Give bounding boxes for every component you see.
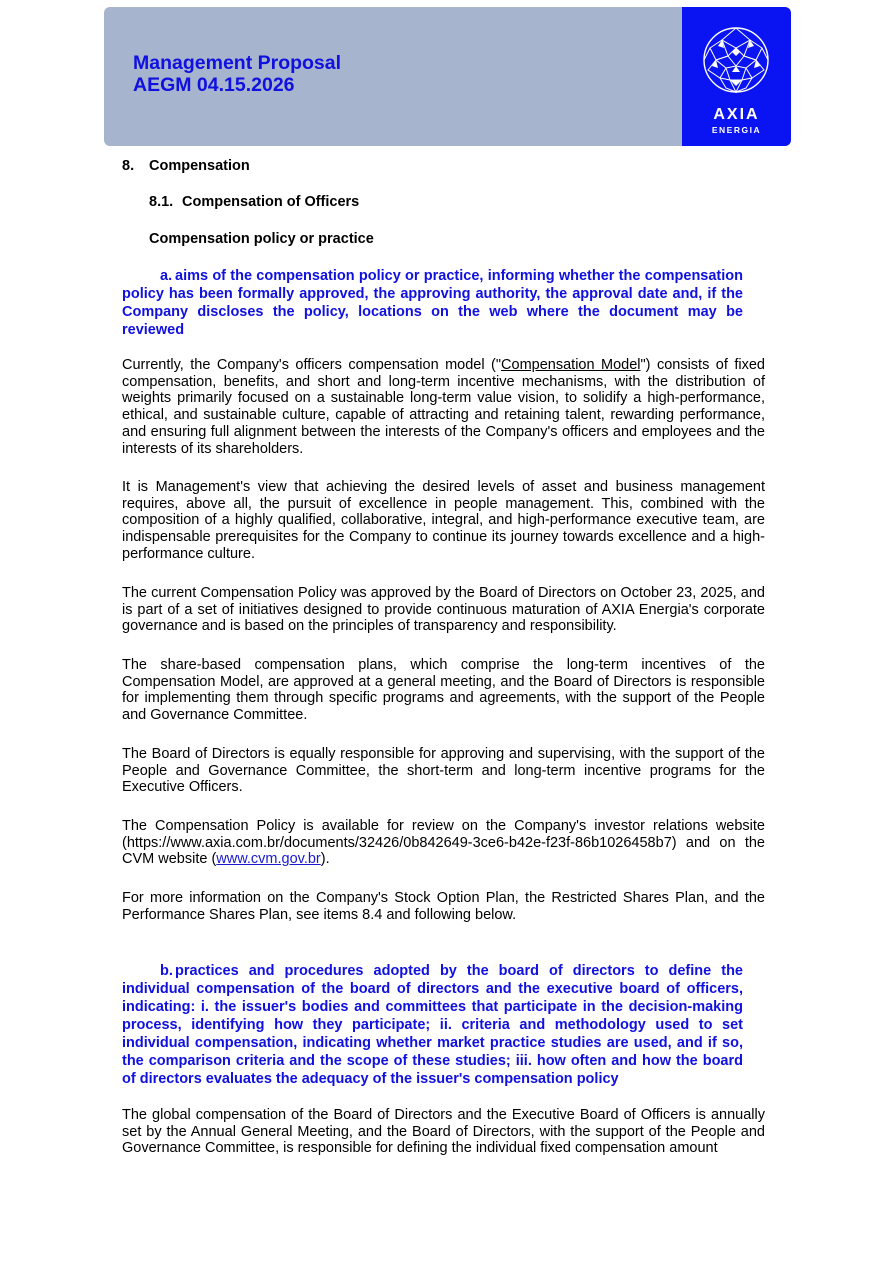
- section-title: Compensation: [149, 158, 250, 174]
- paragraph-1-end: ") consists of fixed compensation, benefits, and short and long-term incentive mechanisms, with the distribution of weights primarily focused on a sustainable long-term value vision, to solidify a high-performance, ethical, and sustainable culture, capable of attracting and retaining talent, rewarding performance, and ensuring full alignment between the interests of the Company's officers and employees and the interests of its shareholders.: [122, 357, 765, 457]
- paragraph-2: It is Management's view that achieving the desired levels of asset and business management requires, above all, the pursuit of excellence in people management. This, combined with the composition of a highly qualified, collaborative, integral, and high-performance executive team, are indispensable prerequisites for the Company to continue its journey towards excellence and a high-performance culture.: [122, 479, 765, 562]
- question-b-text: practices and procedures adopted by the board of directors to define the individual compensation of the board of directors and the executive board of officers, indicating: i. the issuer's bodies and committees that participate in the decision-making process, identifying how they participate; ii. criteria and methodology used to set individual compensation, indicating whether market practice studies are used, and if so, the comparison criteria and the scope of these studies; iii. how often and how the board of directors evaluates the adequacy of the issuer's compensation policy: [122, 963, 743, 1087]
- compensation-model-term: Compensation Model: [501, 357, 641, 373]
- question-a: [122, 267, 743, 339]
- question-a-text: aims of the compensation policy or practice, informing whether the compensation policy has been formally approved, the approving authority, the approval date and, if the Company discloses the policy, locations on the web where the document may be reviewed: [122, 268, 743, 338]
- question-b: [122, 962, 743, 1088]
- paragraph-6-start: The Compensation Policy is available for review on the Company's investor relations website (https://www.axia.com.br/documents/32426/0b842649-3ce6-b42e-f23f-86b1026458b7) and on the CVM website (: [122, 818, 765, 868]
- paragraph-7: For more information on the Company's Stock Option Plan, the Restricted Shares Plan, and the Performance Shares Plan, see items 8.4 and following below.: [122, 890, 765, 923]
- paragraph-4: The share-based compensation plans, which comprise the long-term incentives of the Compensation Model, are approved at a general meeting, and the Board of Directors is responsible for implementing them through specific programs and agreements, with the support of the People and Governance Committee.: [122, 657, 765, 724]
- subsection-number: 8.1.: [149, 194, 174, 210]
- subsection-heading: [149, 194, 359, 210]
- paragraph-6: [122, 818, 765, 868]
- paragraph-1: [122, 357, 765, 457]
- policy-subheading: Compensation policy or practice: [149, 231, 374, 247]
- paragraph-1-start: Currently, the Company's officers compensation model (": [122, 357, 502, 373]
- logo-wordmark: AXIA: [713, 106, 760, 123]
- cvm-website-link[interactable]: www.cvm.gov.br: [216, 851, 321, 868]
- paragraph-3: The current Compensation Policy was approved by the Board of Directors on October 23, 2025, and is part of a set of initiatives designed to provide continuous maturation of AXIA Energia's corporate governance and is based on the principles of transparency and responsibility.: [122, 585, 765, 635]
- paragraph-5: The Board of Directors is equally responsible for approving and supervising, with the support of the People and Governance Committee, the short-term and long-term incentive programs for the Executive Officers.: [122, 746, 765, 796]
- title-line-1: Management Proposal: [133, 52, 342, 74]
- header-banner: [104, 7, 682, 146]
- question-b-label: b.: [160, 963, 173, 979]
- question-a-label: a.: [160, 268, 173, 284]
- paragraph-8: The global compensation of the Board of Directors and the Executive Board of Officers is annually set by the Annual General Meeting, and the Board of Directors, with the support of the People and Governance Committee, is responsible for defining the individual fixed compensation amount: [122, 1107, 765, 1157]
- document-title: [133, 52, 341, 96]
- section-number: 8.: [122, 158, 135, 174]
- subsection-title: Compensation of Officers: [182, 194, 360, 210]
- company-logo: [682, 7, 791, 146]
- section-heading: [122, 158, 250, 174]
- title-line-2: AEGM 04.15.2026: [133, 74, 295, 96]
- logo-subtitle: ENERGIA: [711, 125, 762, 135]
- paragraph-6-end: ).: [320, 851, 330, 868]
- globe-icon: [702, 26, 770, 94]
